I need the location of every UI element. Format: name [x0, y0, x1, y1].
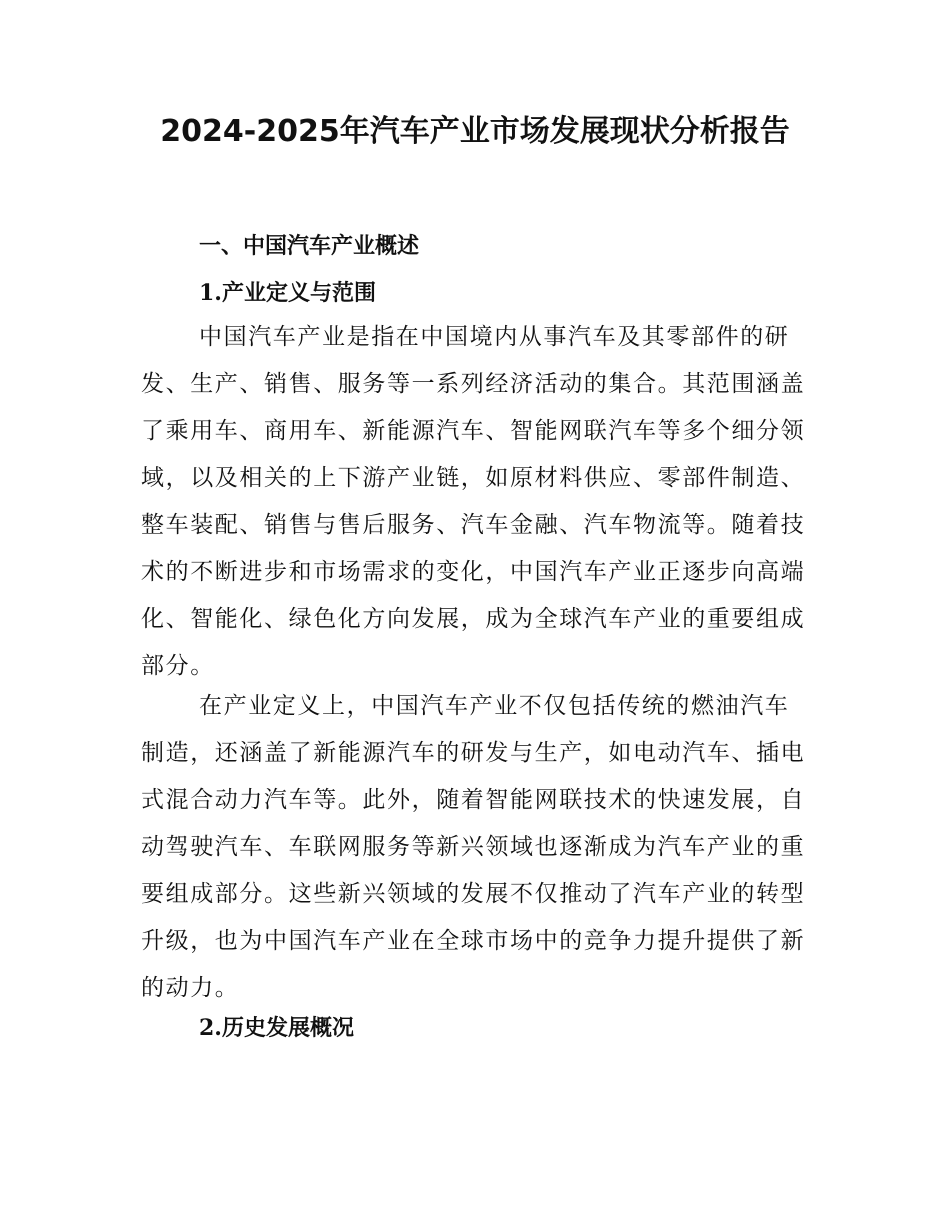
paragraph-line: 中国汽车产业是指在中国境内从事汽车及其零部件的研 — [199, 324, 790, 350]
paragraph-line: 制造，还涵盖了新能源汽车的研发与生产，如电动汽车、插电 — [141, 740, 806, 766]
subsection-heading-definition: 1.产业定义与范围 — [199, 280, 376, 306]
paragraph-line: 化、智能化、绿色化方向发展，成为全球汽车产业的重要组成 — [141, 606, 806, 632]
paragraph-line: 了乘用车、商用车、新能源汽车、智能网联汽车等多个细分领 — [141, 418, 806, 444]
paragraph-line: 在产业定义上，中国汽车产业不仅包括传统的燃油汽车 — [199, 693, 790, 719]
paragraph-line: 式混合动力汽车等。此外，随着智能网联技术的快速发展，自 — [141, 787, 806, 813]
paragraph-line: 域，以及相关的上下游产业链，如原材料供应、零部件制造、 — [141, 465, 806, 491]
paragraph-line: 动驾驶汽车、车联网服务等新兴领域也逐渐成为汽车产业的重 — [141, 834, 806, 860]
paragraph-line: 发、生产、销售、服务等一系列经济活动的集合。其范围涵盖 — [141, 371, 806, 397]
subsection-heading-history: 2.历史发展概况 — [199, 1015, 354, 1041]
document-title: 2024-2025年汽车产业市场发展现状分析报告 — [160, 114, 790, 149]
paragraph-line: 术的不断进步和市场需求的变化，中国汽车产业正逐步向高端 — [141, 559, 806, 585]
paragraph-line: 部分。 — [141, 653, 215, 679]
paragraph-line: 升级，也为中国汽车产业在全球市场中的竞争力提升提供了新 — [141, 928, 806, 954]
paragraph-scope — [141, 683, 817, 1012]
paragraph-definition — [141, 314, 817, 690]
section-heading-overview: 一、中国汽车产业概述 — [199, 234, 420, 259]
paragraph-line: 整车装配、销售与售后服务、汽车金融、汽车物流等。随着技 — [141, 512, 806, 538]
paragraph-line: 要组成部分。这些新兴领域的发展不仅推动了汽车产业的转型 — [141, 881, 806, 907]
paragraph-line: 的动力。 — [141, 975, 240, 1001]
